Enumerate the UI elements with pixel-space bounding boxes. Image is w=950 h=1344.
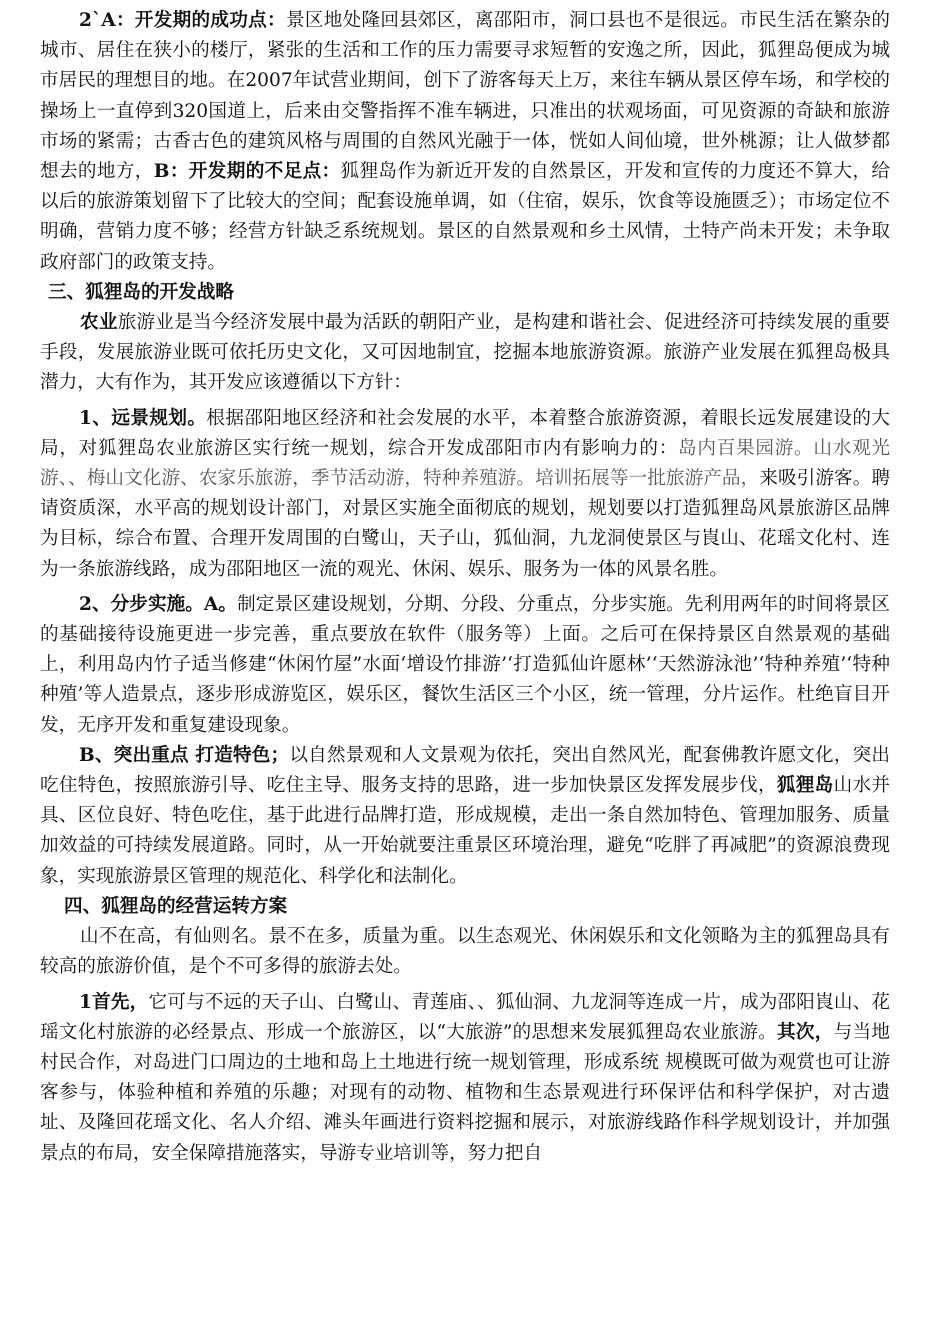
- section-heading-4: 四、狐狸岛的经营运转方案: [64, 895, 288, 917]
- text-highlight-features-1: 以自然景观和人文景观为依托，突出自然风光，配套佛教许愿文化，突出吃住特色，按照旅游引导、吃住主导、服务支持的思路，进一步加快景区发挥发展步伐，: [40, 744, 890, 797]
- text-long-term-planning-1: 根据邵阳地区经济和社会发展的水平，本着整合旅游资源，着眼长远发展建设的大局，对狐狸岛农业旅游区实行统一规划，综合开发成邵阳市内有影响力的：: [40, 407, 890, 459]
- text-agri-tourism-intro: 旅游业是当今经济发展中最为活跃的朝阳产业，是构建和谐社会、促进经济可持续发展的重要手段，发展旅游业既可依托历史文化，又可因地制宜，挖掘本地旅游资源。旅游产业发展在狐狸岛极具潜力，大有作为，其开发应该遵循以下方针：: [40, 312, 890, 394]
- text-success-points: 景区地处隆回县郊区，离邵阳市，洞口县也不是很远。市民生活在繁杂的城市、居住在狭小的楼厅，紧张的生活和工作的压力需要寻求短暂的安逸之所，因此，狐狸岛便成为城市居民的理想目的地。在2007年试营业期间，创下了游客每天上万，来往车辆从景区停车场，和学校的操场上一直停到320国道上，后来由交警指挥不准车辆进，只准出的状观场面，可见资源的奇缺和旅游市场的紧需；古香古色的建筑风格与周围的自然风光融于一体，恍如人间仙境，世外桃源；让人做梦都想去的地方，: [40, 10, 890, 183]
- text-long-term-planning-2: 来吸引游客。聘请资质深，水平高的规划设计部门，对景区实施全面彻底的规划，规划要以打造狐狸岛风景旅游区品牌为目标，综合布置、合理开发周围的白鹭山，天子山，狐仙洞，九龙洞使景区与崀山、花瑶文化村、连为一条旅游线路，成为邵阳地区一流的观光、休闲、娱乐、服务为一体的风景名胜。: [40, 468, 890, 580]
- paragraph-agri-tourism-intro: [40, 308, 890, 399]
- paragraph-development-points: [40, 6, 890, 278]
- bold-label-highlight-features: B、突出重点 打造特色；: [79, 744, 290, 766]
- paragraph-long-term-planning: [40, 404, 890, 585]
- text-tourism-products: 岛内百果园游。山水观光游、、梅山文化游、农家乐旅游，季节活动游，特种养殖游。培训拓展等一批旅游产品，: [40, 437, 890, 490]
- bold-label-success-points: 2`A：开发期的成功点：: [79, 10, 286, 31]
- text-second: 与当地村民合作，对岛进门口周边的土地和岛上土地进行统一规划管理，形成系统 规模既可做为观赏也可让游客参与，体验种植和养殖的乐趣；对现有的动物、植物和生态景观进行环保评估和科学保护，对古遗址、及隆回花瑶文化、名人介绍、滩头年画进行资料挖掘和展示，对旅游线路作科学规划设计，并加强景点的布局，安全保障措施落实，导游专业培训等，努力把自: [40, 1021, 890, 1164]
- bold-label-first: 1首先，: [79, 991, 149, 1013]
- bold-label-shortcomings: B：开发期的不足点：: [153, 161, 341, 183]
- bold-label-phased-implementation: 2、分步实施。A。: [79, 593, 238, 615]
- text-first: 它可与不远的天子山、白鹭山、青莲庙、、狐仙洞、九龙洞等连成一片，成为邵阳崀山、花瑶文化村旅游的必经景点、形成一个旅游区，以“大旅游”的思想来发展狐狸岛农业旅游。: [40, 991, 890, 1043]
- text-shortcomings: 狐狸岛作为新近开发的自然景区，开发和宣传的力度还不算大，给以后的旅游策划留下了比较大的空间；配套设施单调，如（住宿，娱乐，饮食等设施匮乏）；市场定位不明确，营销力度不够；经营方针缺乏系统规划。景区的自然景观和乡土风情，土特产尚未开发；未争取政府部门的政策支持。: [40, 161, 890, 273]
- paragraph-phased-implementation: [40, 590, 890, 741]
- paragraph-operation-plan: [40, 988, 890, 1169]
- text-phased-implementation: 制定景区建设规划，分期、分段、分重点，分步实施。先利用两年的时间将景区的基础接待设施更进一步完善，重点要放在软件（服务等）上面。之后可在保持景区自然景观的基础上，利用岛内竹子适当修建“休闲竹屋”水面‘增设竹排游’‘打造狐仙许愿林’‘天然游泳池’‘特种养殖’‘特种种殖’等人造景点，逐步形成游览区，娱乐区，餐饮生活区三个小区，统一管理，分片运作。杜绝盲目开发，无序开发和重复建设现象。: [40, 593, 890, 736]
- paragraph-highlight-features: [40, 741, 890, 892]
- section-heading-3: 三、狐狸岛的开发战略: [48, 281, 234, 303]
- bold-label-second: 其次，: [776, 1021, 834, 1043]
- paragraph-tourism-value: 山不在高，有仙则名。景不在多，质量为重。以生态观光、休闲娱乐和文化领略为主的狐狸岛具有较高的旅游价值，是个不可多得的旅游去处。: [40, 926, 890, 978]
- text-highlight-features-2: 山水并具、区位良好、特色吃住，基于此进行品牌打造，形成规模，走出一条自然加特色、管理加服务、质量加效益的可持续发展道路。同时，从一开始就要注重景区环境治理，避免“吃胖了再减肥”的资源浪费现象，实现旅游景区管理的规范化、科学化和法制化。: [40, 775, 890, 887]
- bold-lead-agriculture: 农业: [80, 312, 118, 334]
- bold-fox-island: 狐狸岛: [776, 775, 834, 797]
- bold-label-long-term-planning: 1、远景规划。: [79, 407, 207, 429]
